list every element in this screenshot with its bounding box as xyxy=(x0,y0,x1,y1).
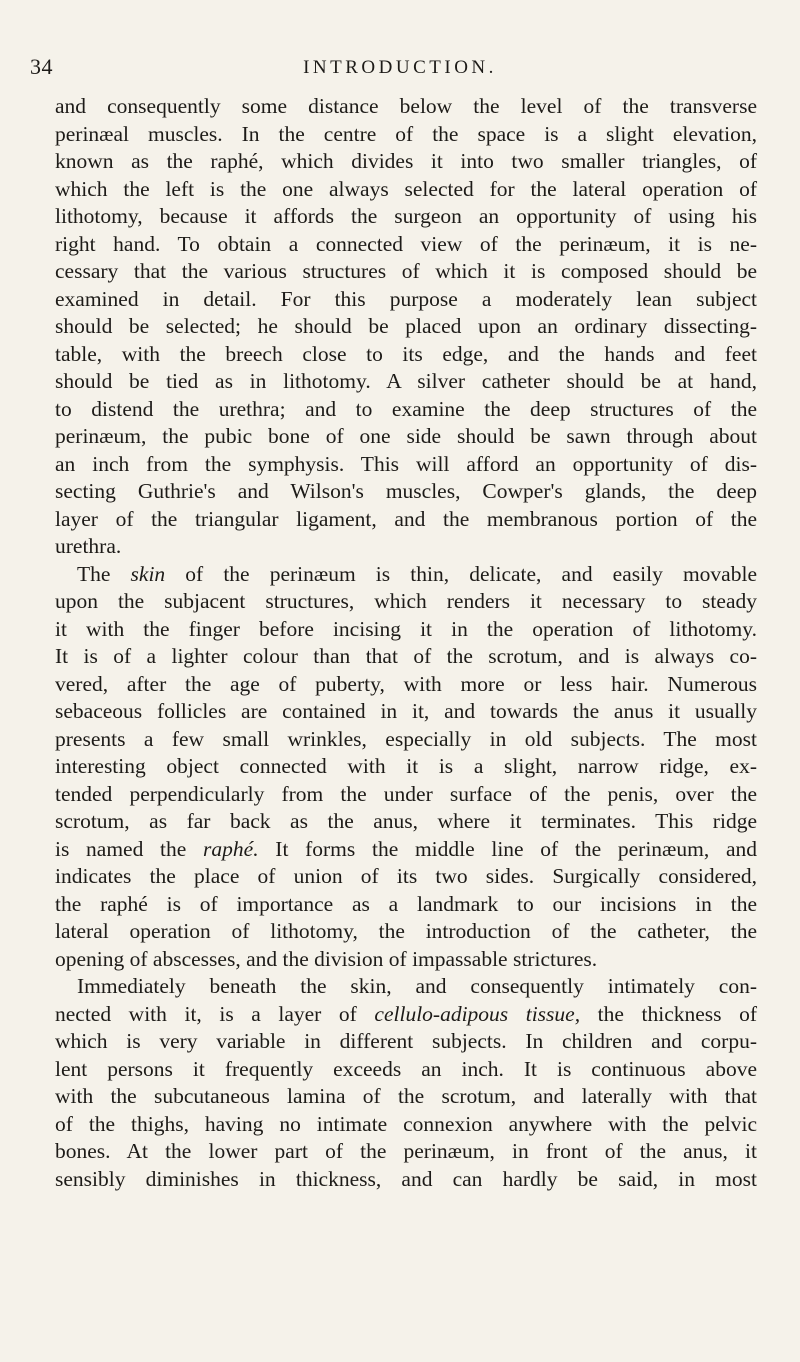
text-line: It is of a lighter colour than that of the scrotum, and is always co- xyxy=(55,644,757,668)
text-line: examined in detail. For this purpose a moderately lean subject xyxy=(55,286,757,311)
italic-term-raphe: raphé. xyxy=(203,836,259,861)
text-line: lent persons it frequently exceeds an inch. It is continuous above xyxy=(55,1056,757,1081)
text-line: it with the finger before incising it in the operation of lithotomy. xyxy=(55,616,757,641)
text-line: upon the subjacent structures, which renders it necessary to steady xyxy=(55,589,757,613)
italic-term-skin: skin xyxy=(130,561,166,586)
text-line: perinæal muscles. In the centre of the space is a slight elevation, xyxy=(55,121,757,146)
text-line: cessary that the various structures of which it is composed should be xyxy=(55,259,757,283)
text-line: perinæum, the pubic bone of one side should be sawn through about xyxy=(55,424,757,448)
text-run: The xyxy=(77,561,131,586)
text-line: lateral operation of lithotomy, the introduction of the catheter, the xyxy=(55,919,757,943)
page-header xyxy=(30,48,770,88)
body-text xyxy=(55,93,757,1193)
text-line: interesting object connected with it is a slight, narrow ridge, ex- xyxy=(55,754,757,778)
text-line: opening of abscesses, and the division of impassable strictures. xyxy=(55,946,598,971)
text-run: of the perinæum is thin, delicate, and easily movable xyxy=(165,561,757,586)
text-line: indicates the place of union of its two sides. Surgically considered, xyxy=(55,864,757,888)
text-line xyxy=(55,1001,757,1029)
text-line: an inch from the symphysis. This will afford an opportunity of dis- xyxy=(55,451,757,476)
text-line: sebaceous follicles are contained in it, and towards the anus it usually xyxy=(55,699,757,723)
text-line: right hand. To obtain a connected view of the perinæum, it is ne- xyxy=(55,231,757,256)
text-line: lithotomy, because it affords the surgeon an opportunity of using his xyxy=(55,204,757,228)
text-line: layer of the triangular ligament, and the membranous portion of the xyxy=(55,506,757,531)
text-line: of the thighs, having no intimate connexion anywhere with the pelvic xyxy=(55,1111,757,1136)
text-line: which the left is the one always selected for the lateral operation of xyxy=(55,176,757,201)
text-line: secting Guthrie's and Wilson's muscles, Cowper's glands, the deep xyxy=(55,479,757,503)
text-line: Immediately beneath the skin, and consequently intimately con- xyxy=(77,974,757,998)
text-line xyxy=(55,836,757,864)
text-run: is named the xyxy=(55,836,204,861)
text-line: scrotum, as far back as the anus, where it terminates. This ridge xyxy=(55,809,757,833)
running-title: INTRODUCTION. xyxy=(303,57,497,78)
text-line: to distend the urethra; and to examine the deep structures of the xyxy=(55,396,757,421)
page-number: 34 xyxy=(30,54,53,79)
text-line: which is very variable in different subjects. In children and corpu- xyxy=(55,1029,757,1053)
text-run: It forms the middle line of the perinæum, and xyxy=(258,836,757,861)
text-line: should be tied as in lithotomy. A silver catheter should be at hand, xyxy=(55,369,757,393)
text-line xyxy=(55,561,757,589)
text-line: known as the raphé, which divides it into two smaller triangles, of xyxy=(55,149,757,173)
text-line: with the subcutaneous lamina of the scrotum, and laterally with that xyxy=(55,1084,757,1108)
italic-term-cellulo-adipous: cellulo-adipous tissue, xyxy=(374,1001,581,1026)
text-line: and consequently some distance below the level of the transverse xyxy=(55,94,757,118)
text-line: presents a few small wrinkles, especially in old subjects. The most xyxy=(55,726,757,751)
text-line: tended perpendicularly from the under surface of the penis, over the xyxy=(55,781,757,806)
text-line: table, with the breech close to its edge, and the hands and feet xyxy=(55,341,757,366)
text-run: nected with it, is a layer of xyxy=(55,1001,375,1026)
text-line: should be selected; he should be placed upon an ordinary dissecting- xyxy=(55,314,757,338)
text-run: the thickness of xyxy=(580,1001,757,1026)
text-line: bones. At the lower part of the perinæum, in front of the anus, it xyxy=(55,1139,757,1163)
text-line: urethra. xyxy=(55,534,122,558)
text-line: vered, after the age of puberty, with more or less hair. Numerous xyxy=(55,671,757,696)
text-line: the raphé is of importance as a landmark to our incisions in the xyxy=(55,891,757,916)
text-line: sensibly diminishes in thickness, and can hardly be said, in most xyxy=(55,1166,757,1191)
